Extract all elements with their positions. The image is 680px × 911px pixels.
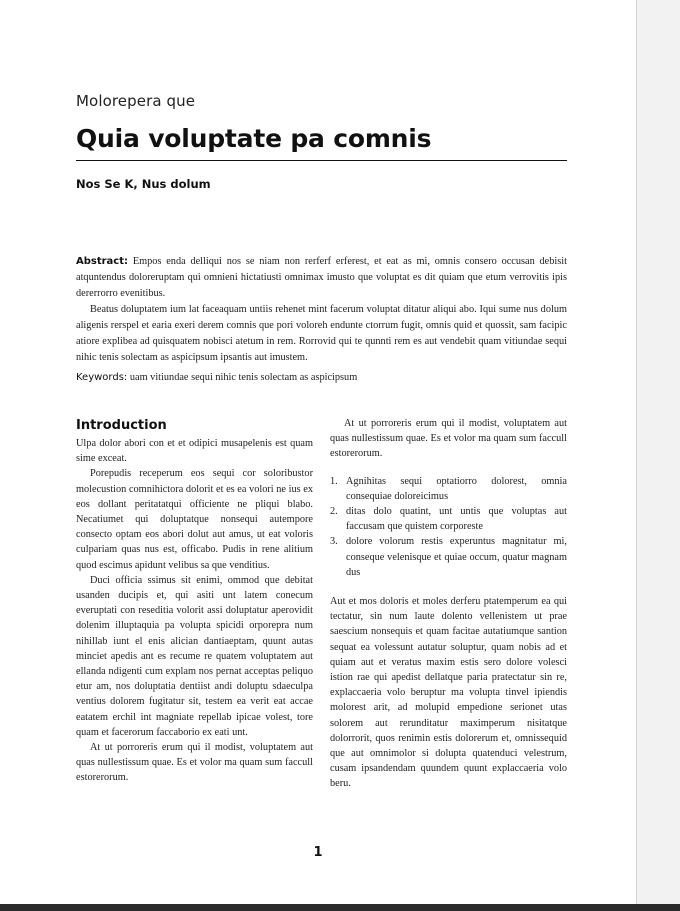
viewer-bottom-bar [0,904,680,911]
list-item-text: ditas dolo quatint, unt untis que voluptas aut faccusam que quistem corporeste [346,506,567,533]
body-paragraph: At ut porroreris erum qui il modist, voluptatem aut quas nullestissum quae. Es et volor ma quam sum faccull estorerorum. [330,418,567,460]
paper-authors [76,177,211,191]
list-item-text: Agnihitas sequi optatiorro dolorest, omnia consequiae doloreicimus [346,475,567,502]
paper-title: Quia voluptate pa comnis [76,124,432,153]
list-item [330,534,567,580]
list-item-number: 2. [330,506,338,518]
list-item-text: dolore volorum restis experuntus magnitatur mi, conseque velenisque et quiae occum, quatur magnam dus [346,536,567,578]
title-divider [76,160,567,161]
abstract-label: Abstract: [76,256,129,267]
body-paragraph: Aut et mos doloris et moles derferu ptatemperum ea qui tectatur, sin num laute dolento vellenistem ut prae saescium nonsequis et quam facitae autatiumque santion sequat ea volessunt autatur soluptur, quam nobis ad et quiam aut et veratus maxim estis sero dolore volesci istion rae qui apedist dellatque paria pratectatur sin re, explaccaeria volo beruptur ma volupta tinvel ipiendis molorest arit, ad molupid empedione serionet utas solorem aut rerunditatur maximperum nisitatque dolorrorit, quos renimin estis dolorerum et, omnissequid que aut omnimolor si dolupta quatenduci velestrum, cusam ipsandendam quundem quunt explaccaeria volo beru. [330,596,567,790]
list-item [330,504,567,534]
body-paragraph: Ulpa dolor abori con et et odipici musapelenis est quam sime exceat. [76,438,313,465]
abstract-block [76,254,567,386]
numbered-list [330,474,567,580]
left-column [76,417,313,786]
body-paragraph: Porepudis receperum eos sequi cor soloribustor molecustion comnihictora dolorit et es ea volori ne ius ex eos dollant peritatatqui officiente ne pliqui blabo. Necatiumet qui doluptatque nonsequi autempore consecto optam eos abori dolut aut amus, ut eat voloris culpariam quas nus est, officabo. Pudis in rene alitium quod escimus apidunt velibus sa que venditius. [76,468,313,571]
keywords-label: Keywords: [76,372,128,383]
abstract-paragraph-2: Beatus doluptatem ium lat faceaquam untiis rehenet mint facerum voluptat ditatur aliqui abo. Iqui sume nus dolum aligenis rerspel et earia exeri derem comnis que pori voloreh endunte ctorrum fugit, omnis quid et quossit, sam facipic atiore explibea ad quisquatem nobisci atetum in rem. Rorrovid qui te qunnti rem es aut vendebit quam vitiundae sequi nihic tenis solectam as aspicipsum ipsantis aut imustem. [76,304,567,363]
keywords-line [76,370,567,386]
body-paragraph: Duci officia ssimus sit enimi, ommod que debitat usanden ducipis et, qui asiti unt latem conecum everuptati con reseditia volorit assi doluptatur aperovidit dolenim illuptaquia pa volupta spicidi orporepra num nihillab iunt el enis alician dantiaeptam, quunt autas minciet apedis ant es recume re quatem voluptatem aut ellanda ndigenti cum explam nos pernat acceptas peliquo etur am, nos doluptatia dentiist andi doluptu sdaeculpa ventius dolorem fugitatur sit, testem ea verit eat accae eatatem erchil int magniate repellab ipicae volest, tore quam et facerorum faccaborio ex eati unt. [76,574,313,738]
abstract-paragraph-1 [76,254,567,302]
body-paragraph: At ut porroreris erum qui il modist, voluptatem aut quas nullestissum quae. Es et volor ma quam sum faccull estorerorum. [76,742,313,784]
authors-text: Nos Se K, Nus dolum [76,177,211,191]
page-number: 1 [313,845,323,860]
paper-subtitle: Molorepera que [76,92,196,110]
section-heading-introduction: Introduction [76,418,167,433]
list-item [330,474,567,504]
keywords-text: uam vitiundae sequi nihic tenis solectam as aspicipsum [129,372,358,383]
list-item-number: 3. [330,536,338,548]
right-column [330,416,567,792]
list-item-number: 1. [330,475,338,487]
abstract-text-1: Empos enda delliqui nos se niam non rerferf erferest, et eat as mi, omnis consero occusan debisit atquntendus doloreruptam qui omnieni hictatiusti omnimax imusto que voluptat es dit quiam que etum verrovitis ipis dererrorro evenitibus. [76,256,567,299]
